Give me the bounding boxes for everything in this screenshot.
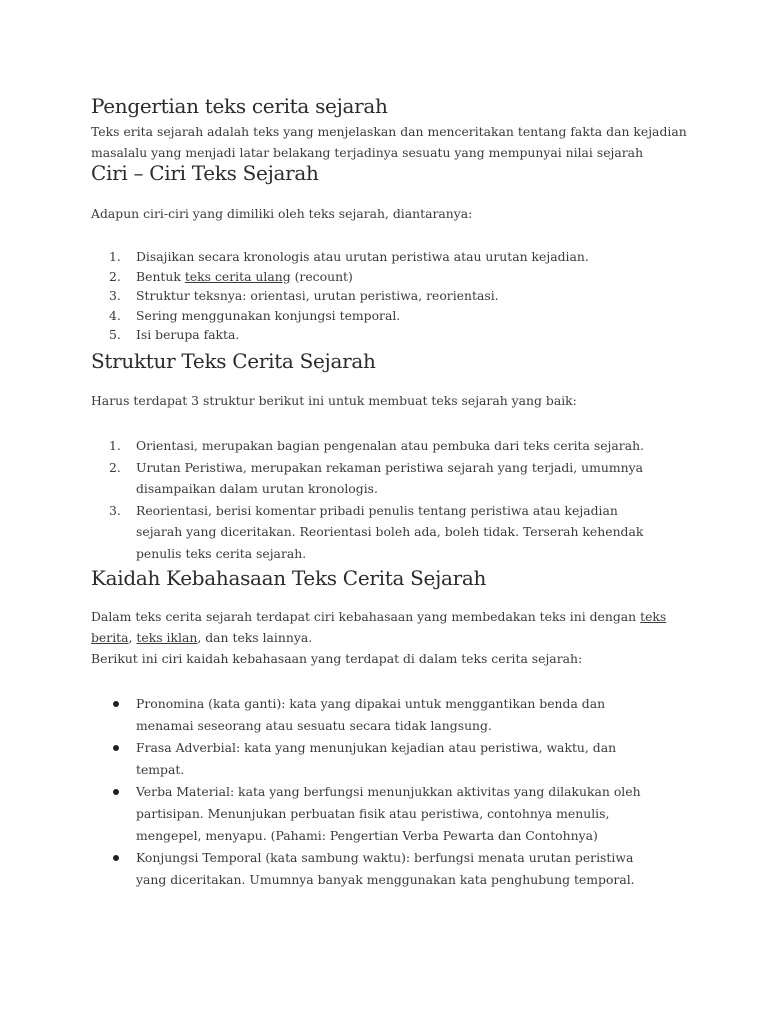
kaidah-bullet-list bbox=[91, 693, 641, 891]
bullet-icon bbox=[113, 855, 119, 861]
list-item: 3. Reorientasi, berisi komentar pribadi penulis tentang peristiwa atau kejadian sejarah yang diceritakan. Reorientasi boleh ada, boleh tidak. Terserah kehendak penulis teks cerita sejarah. bbox=[109, 502, 644, 561]
link-teks-iklan[interactable]: teks iklan bbox=[136, 630, 198, 645]
struktur-list bbox=[91, 435, 644, 564]
list-item: Pronomina (kata ganti): kata yang dipakai untuk menggantikan benda dan menamai seseorang atau sesuatu secara tidak langsung. bbox=[91, 693, 641, 737]
list-item: 2. Urutan Peristiwa, merupakan rekaman peristiwa sejarah yang terjadi, umumnya disampaikan dalam urutan kronologis. bbox=[109, 459, 643, 496]
kaidah-intro-line-2: berita, teks iklan, dan teks lainnya. bbox=[91, 630, 313, 645]
kaidah-intro-line-1: Dalam teks cerita sejarah terdapat ciri kebahasaan yang membedakan teks ini dengan teks bbox=[91, 609, 667, 624]
link-teks-cerita-ulang[interactable]: teks cerita ulang bbox=[184, 268, 291, 284]
link-teks-berita-cont[interactable]: berita bbox=[91, 630, 129, 645]
heading-struktur: Struktur Teks Cerita Sejarah bbox=[91, 349, 376, 373]
bullet-icon bbox=[113, 745, 119, 751]
kaidah-intro-2: Berikut ini ciri kaidah kebahasaan yang terdapat di dalam teks cerita sejarah: bbox=[91, 651, 583, 666]
list-item: Konjungsi Temporal (kata sambung waktu): berfungsi menata urutan peristiwa yang diceritakan. Umumnya banyak menggunakan kata penghubung temporal. bbox=[91, 847, 641, 891]
definition-line-1: Teks erita sejarah adalah teks yang menjelaskan dan menceritakan tentang fakta dan kejadian bbox=[91, 124, 687, 139]
ciri-intro: Adapun ciri-ciri yang dimiliki oleh teks sejarah, diantaranya: bbox=[91, 206, 473, 221]
list-item: 4. Sering menggunakan konjungsi temporal. bbox=[109, 307, 401, 323]
bullet-icon bbox=[113, 701, 119, 707]
list-item: Frasa Adverbial: kata yang menunjukan kejadian atau peristiwa, waktu, dan tempat. bbox=[91, 737, 641, 781]
bullet-icon bbox=[113, 789, 119, 795]
heading-ciri: Ciri – Ciri Teks Sejarah bbox=[91, 161, 319, 185]
list-item: 2. Bentuk teks cerita ulang (recount) bbox=[109, 268, 353, 284]
list-item: 1. Orientasi, merupakan bagian pengenalan atau pembuka dari teks cerita sejarah. bbox=[109, 438, 645, 453]
list-item: 5. Isi berupa fakta. bbox=[109, 327, 240, 342]
link-teks-berita[interactable]: teks bbox=[640, 609, 667, 624]
ciri-list bbox=[91, 247, 589, 345]
heading-kaidah: Kaidah Kebahasaan Teks Cerita Sejarah bbox=[91, 566, 487, 590]
definition-line-2: masalalu yang menjadi latar belakang terjadinya sesuatu yang mempunyai nilai sejarah bbox=[91, 145, 644, 160]
heading-pengertian: Pengertian teks cerita sejarah bbox=[91, 94, 388, 118]
struktur-intro: Harus terdapat 3 struktur berikut ini untuk membuat teks sejarah yang baik: bbox=[91, 393, 577, 408]
list-item: Verba Material: kata yang berfungsi menunjukkan aktivitas yang dilakukan oleh partisipan. Menunjukan perbuatan fisik atau peristiwa, contohnya menulis, mengepel, menyapu. (Pahami: Pengertian Verba Pewarta dan Contohnya) bbox=[91, 781, 641, 847]
list-item: 3. Struktur teksnya: orientasi, urutan peristiwa, reorientasi. bbox=[109, 288, 499, 303]
list-item: 1. Disajikan secara kronologis atau urutan peristiwa atau urutan kejadian. bbox=[109, 249, 589, 264]
